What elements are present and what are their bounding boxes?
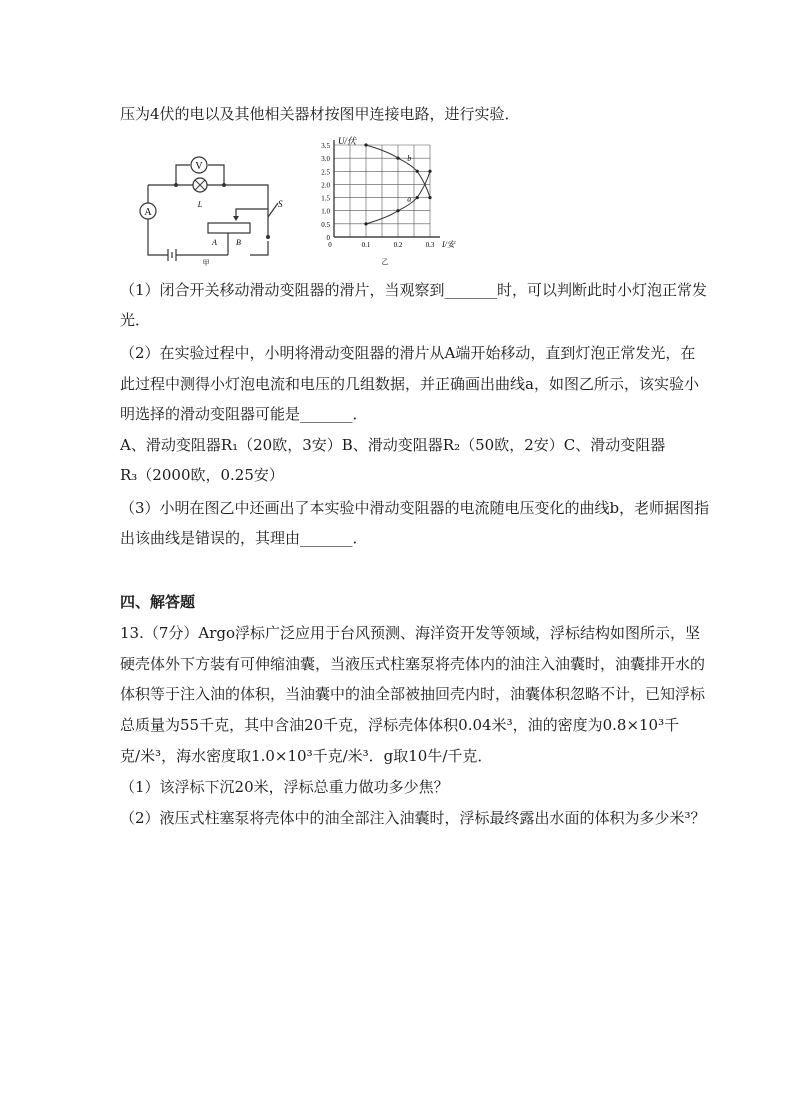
data-point-b xyxy=(428,196,431,199)
lamp-label: L xyxy=(197,200,203,209)
q13-line4: 总质量为55千克，其中含油20千克，浮标壳体体积0.04米³，油的密度为0.8×10³千 xyxy=(120,716,680,734)
q2-options-line2: R₃（2000欧，0.25安） xyxy=(120,466,284,484)
q13-sub1: （1）该浮标下沉20米，浮标总重力做功多少焦？ xyxy=(120,778,449,796)
intro-text: 压为4伏的电以及其他相关器材按图甲连接电路，进行实验． xyxy=(120,105,520,123)
y-tick-label: 0.5 xyxy=(321,220,330,229)
graph-xlabel: I/安 xyxy=(442,240,455,249)
ui-graph xyxy=(300,134,480,268)
q13-line3: 体积等于注入油的体积，当油囊中的油全部被抽回壳内时，油囊体积忽略不计，已知浮标 xyxy=(120,685,706,703)
q13-line1: 13.（7分）Argo浮标广泛应用于台风预测、海洋资开发等领域，浮标结构如图所示，坚 xyxy=(120,624,701,642)
ammeter-label: A xyxy=(144,207,152,218)
q2-line1: （2）在实验过程中，小明将滑动变阻器的滑片从A端开始移动，直到灯泡正常发光，在 xyxy=(120,344,696,362)
q13-sub2: （2）液压式柱塞泵将壳体中的油全部注入油囊时，浮标最终露出水面的体积为多少米³？ xyxy=(120,809,706,827)
q3-line2: 出该曲线是错误的，其理由_______． xyxy=(120,529,368,547)
y-tick-label: 0 xyxy=(326,234,330,242)
terminal-a-label: A xyxy=(212,238,217,247)
section-title: 四、解答题 xyxy=(120,593,196,611)
q2-line3: 明选择的滑动变阻器可能是_______． xyxy=(120,405,368,423)
switch-label: S xyxy=(278,199,283,209)
q13-line5: 克/米³，海水密度取1.0×10³千克/米³．g取10牛/千克． xyxy=(120,747,493,765)
circuit-caption: 甲 xyxy=(202,259,210,267)
data-point-b xyxy=(416,170,419,173)
data-point-a xyxy=(396,209,399,212)
q3-line1: （3）小明在图乙中还画出了本实验中滑动变阻器的电流随电压变化的曲线b，老师据图指 xyxy=(120,499,710,517)
x-tick-label: 0.2 xyxy=(393,241,403,249)
q1-line2: 光． xyxy=(120,311,151,329)
q2-options-line1: A、滑动变阻器R₁（20欧，3安）B、滑动变阻器R₂（50欧，2安）C、滑动变阻器 xyxy=(120,436,666,454)
y-tick-label: 3.5 xyxy=(321,142,330,150)
circuit-diagram xyxy=(118,145,298,267)
data-point-a xyxy=(364,222,367,225)
y-tick-label: 1.0 xyxy=(321,207,330,216)
graph-caption: 乙 xyxy=(381,258,389,266)
voltmeter-label: V xyxy=(195,161,203,172)
x-tick-label: 0.3 xyxy=(425,241,435,249)
terminal-b-label: B xyxy=(236,238,241,247)
q1-line1: （1）闭合开关移动滑动变阻器的滑片，当观察到_______时，可以判断此时小灯泡正常发 xyxy=(120,281,708,299)
data-point-a xyxy=(416,196,419,199)
q2-line2: 此过程中测得小灯泡电流和电压的几组数据，并正确画出曲线a，如图乙所示，该实验小 xyxy=(120,375,699,393)
x-tick-label: 0 xyxy=(328,241,332,249)
data-point-b xyxy=(396,157,399,160)
x-tick-label: 0.1 xyxy=(361,241,371,249)
data-point-a xyxy=(428,170,431,173)
graph-ylabel: U/伏 xyxy=(338,136,357,146)
y-tick-label: 1.5 xyxy=(321,194,330,203)
y-tick-label: 2.5 xyxy=(321,168,330,177)
y-tick-label: 2.0 xyxy=(321,181,330,190)
y-tick-label: 3.0 xyxy=(321,155,330,164)
curve-b-label: b xyxy=(407,153,412,163)
q13-line2: 硬壳体外下方装有可伸缩油囊，当液压式柱塞泵将壳体内的油注入油囊时，油囊排开水的 xyxy=(120,655,706,673)
data-point-b xyxy=(364,143,367,146)
curve-a-label: a xyxy=(407,194,412,204)
